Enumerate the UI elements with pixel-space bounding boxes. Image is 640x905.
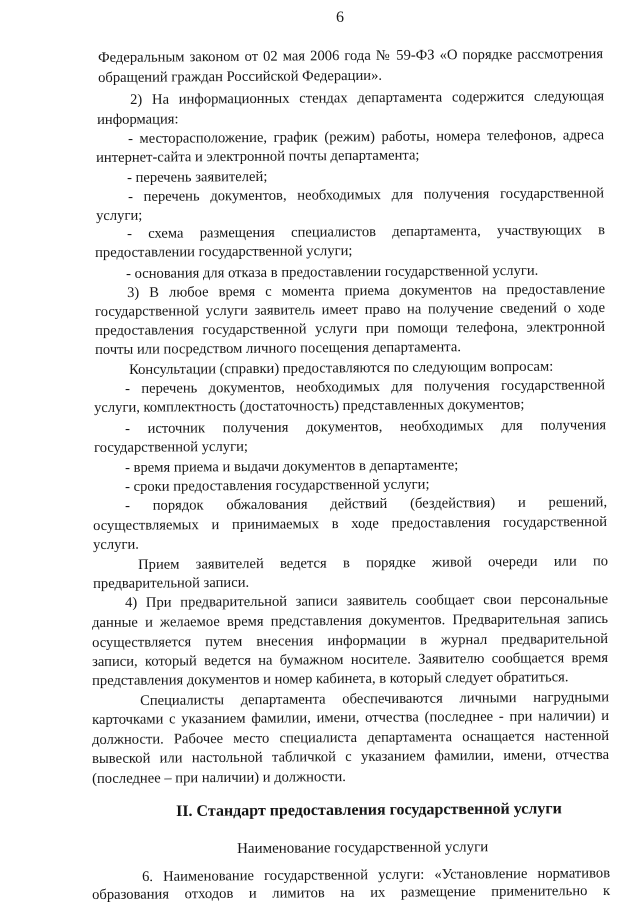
section-heading: II. Стандарт предоставления государственной услуги [176,800,562,820]
text-line: обращений граждан Российской Федерации». [98,67,383,86]
text-line: (последнее – при наличии) и должности. [92,769,346,787]
text-line: - порядок обжалования действий (бездействия) и решений, [125,494,608,514]
text-line: - схема размещения специалистов департамента, участвующих в [127,222,606,242]
text-line: осуществляемых и принимаемых в ходе предоставления государственной [93,513,608,534]
text-line: услуги; [96,207,143,224]
text-line: почты или посредством личного посещения департамента. [95,339,462,358]
section-subheading: Наименование государственной услуги [237,839,489,857]
text-line: вывеской или настольной табличкой с указанием фамилии, имени, отчества [92,746,610,767]
text-line: - месторасположение, график (режим) работы, номера телефонов, адреса [128,127,605,147]
text-line: должности. Рабочее место специалиста департамента оснащается настенной [92,727,610,748]
text-line: образования отходов и лимитов на их размещение применительно к [92,882,611,903]
text-line: - сроки предоставления государственной услуги; [125,476,430,495]
text-line: 4) При предварительной записи заявитель сообщает свои персональные [125,591,609,611]
text-line: предварительной записи. [93,574,250,592]
text-line: 3) В любое время с момента приема документов на предоставление [127,281,606,301]
text-line: - перечень документов, необходимых для получения государственной [125,377,606,397]
text-line: осуществляется путем внесения информации в журнал предварительной [92,630,609,651]
text-line: - время приема и выдачи документов в департаменте; [125,457,459,476]
text-line: 6. Наименование государственной услуги: «Установление нормативов [142,865,611,885]
text-line: - основания для отказа в предоставлении государственной услуги. [126,262,539,282]
text-line: Консультации (справки) предоставляются по следующим вопросам: [129,358,554,378]
page-number: 6 [336,9,344,26]
text-line: услуги, комплектность (достаточность) представленных документов; [94,396,525,416]
text-line: Специалисты департамента обеспечиваются личными нагрудными [140,689,610,709]
text-line: интернет-сайта и электронной почты департамента; [96,147,420,166]
text-line: записи, который ведется на бумажном носителе. Заявителю сообщается время [92,649,609,670]
text-line: данные и желаемое время представления документов. Предварительная запись [92,610,609,631]
text-line: предоставления государственной услуги при помощи телефона, электронной [95,318,606,339]
text-line: предоставлении государственной услуги; [95,242,353,261]
text-line: государственной услуги; [94,438,249,456]
text-line: - перечень документов, необходимых для получения государственной [128,185,605,205]
text-line: услуги. [93,536,139,553]
text-line: представления документов и номер кабинета, в который следует обратиться. [92,669,569,689]
text-line: 2) На информационных стендах департамента содержится следующая [130,88,605,108]
text-line: - перечень заявителей; [127,168,268,186]
text-line: информация: [97,111,179,128]
text-line: государственной услуги заявитель имеет право на получение сведений о ходе [95,299,606,320]
text-line: - источник получения документов, необходимых для получения [125,417,607,437]
text-line: карточками с указанием фамилии, имени, отчества (последнее - при наличии) и [92,707,610,728]
text-line: Прием заявителей ведется в порядке живой очереди или по [138,553,609,573]
text-line: Федеральным законом от 02 мая 2006 года № 59-ФЗ «О порядке рассмотрения [98,46,604,66]
